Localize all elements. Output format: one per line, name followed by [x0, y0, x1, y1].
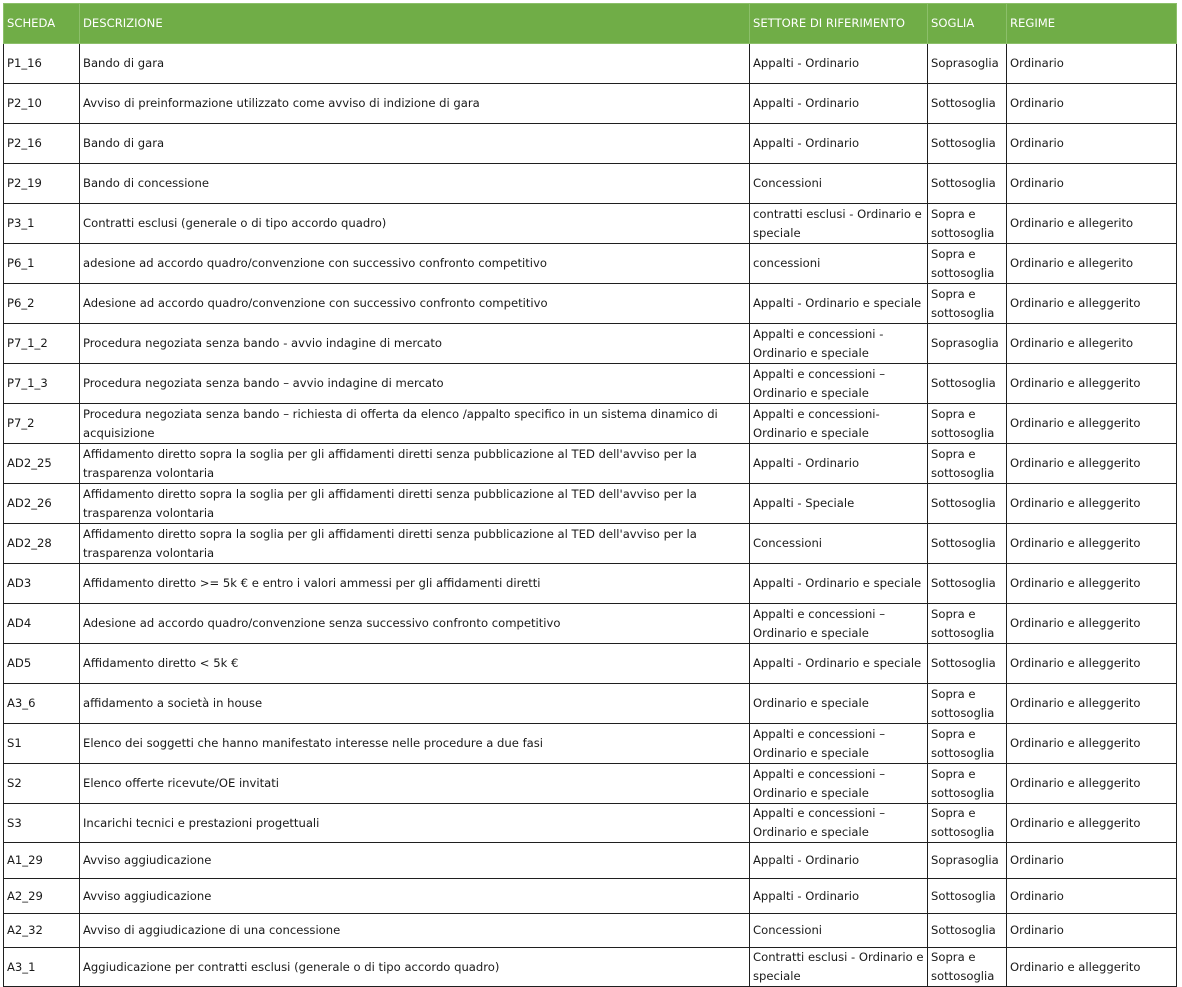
table-row	[4, 604, 1177, 644]
cell-regime: Ordinario e alleggerito	[1007, 484, 1177, 524]
header-descrizione: DESCRIZIONE	[80, 4, 750, 44]
cell-descrizione: Affidamento diretto sopra la soglia per gli affidamenti diretti senza pubblicazione al TED dell'avviso per la trasparenza volontaria	[80, 524, 750, 564]
cell-settore: Appalti e concessioni – Ordinario e speciale	[750, 724, 928, 764]
cell-scheda: AD2_26	[4, 484, 80, 524]
cell-settore: Contratti esclusi - Ordinario e speciale	[750, 948, 928, 987]
table-row	[4, 84, 1177, 124]
cell-regime: Ordinario	[1007, 44, 1177, 84]
cell-soglia: Sopra e sottosoglia	[928, 764, 1007, 804]
cell-descrizione: Elenco dei soggetti che hanno manifestato interesse nelle procedure a due fasi	[80, 724, 750, 764]
cell-descrizione: Avviso aggiudicazione	[80, 879, 750, 914]
cell-soglia: Soprasoglia	[928, 44, 1007, 84]
cell-settore: Appalti - Ordinario	[750, 843, 928, 879]
table-row	[4, 244, 1177, 284]
cell-regime: Ordinario e alleggerito	[1007, 684, 1177, 724]
cell-descrizione: Bando di concessione	[80, 164, 750, 204]
table-row	[4, 644, 1177, 684]
cell-scheda: P2_16	[4, 124, 80, 164]
schede-table	[3, 3, 1177, 987]
cell-regime: Ordinario	[1007, 124, 1177, 164]
cell-soglia: Sopra e sottosoglia	[928, 724, 1007, 764]
cell-settore: Appalti e concessioni- Ordinario e speciale	[750, 404, 928, 444]
cell-regime: Ordinario e alleggerito	[1007, 804, 1177, 843]
cell-scheda: S1	[4, 724, 80, 764]
cell-descrizione: Avviso di aggiudicazione di una concessione	[80, 914, 750, 948]
table-row	[4, 914, 1177, 948]
cell-descrizione: Incarichi tecnici e prestazioni progettuali	[80, 804, 750, 843]
cell-scheda: AD3	[4, 564, 80, 604]
cell-descrizione: Procedura negoziata senza bando – avvio indagine di mercato	[80, 364, 750, 404]
cell-soglia: Sottosoglia	[928, 524, 1007, 564]
cell-descrizione: Contratti esclusi (generale o di tipo accordo quadro)	[80, 204, 750, 244]
table-row	[4, 948, 1177, 987]
cell-soglia: Sottosoglia	[928, 914, 1007, 948]
cell-soglia: Sottosoglia	[928, 164, 1007, 204]
table-row	[4, 324, 1177, 364]
cell-regime: Ordinario	[1007, 84, 1177, 124]
table-row	[4, 284, 1177, 324]
cell-settore: Appalti e concessioni – Ordinario e speciale	[750, 804, 928, 843]
cell-scheda: S3	[4, 804, 80, 843]
table-row	[4, 164, 1177, 204]
table-row	[4, 843, 1177, 879]
cell-scheda: AD4	[4, 604, 80, 644]
cell-scheda: A1_29	[4, 843, 80, 879]
table-body	[4, 44, 1177, 987]
table-row	[4, 44, 1177, 84]
cell-regime: Ordinario e allegerito	[1007, 204, 1177, 244]
cell-descrizione: Elenco offerte ricevute/OE invitati	[80, 764, 750, 804]
cell-settore: Concessioni	[750, 914, 928, 948]
cell-descrizione: Avviso di preinformazione utilizzato come avviso di indizione di gara	[80, 84, 750, 124]
cell-soglia: Sopra e sottosoglia	[928, 948, 1007, 987]
cell-scheda: S2	[4, 764, 80, 804]
cell-regime: Ordinario e alleggerito	[1007, 444, 1177, 484]
table-row	[4, 764, 1177, 804]
header-soglia: SOGLIA	[928, 4, 1007, 44]
cell-descrizione: Aggiudicazione per contratti esclusi (generale o di tipo accordo quadro)	[80, 948, 750, 987]
cell-soglia: Sopra e sottosoglia	[928, 444, 1007, 484]
cell-descrizione: Bando di gara	[80, 44, 750, 84]
cell-soglia: Soprasoglia	[928, 843, 1007, 879]
cell-soglia: Soprasoglia	[928, 324, 1007, 364]
cell-scheda: P6_1	[4, 244, 80, 284]
table-row	[4, 724, 1177, 764]
cell-scheda: P3_1	[4, 204, 80, 244]
cell-descrizione: affidamento a società in house	[80, 684, 750, 724]
table-row	[4, 404, 1177, 444]
cell-settore: Appalti - Ordinario e speciale	[750, 564, 928, 604]
cell-scheda: P1_16	[4, 44, 80, 84]
table-row	[4, 879, 1177, 914]
cell-scheda: A3_6	[4, 684, 80, 724]
cell-settore: concessioni	[750, 244, 928, 284]
cell-soglia: Sopra e sottosoglia	[928, 204, 1007, 244]
cell-descrizione: Bando di gara	[80, 124, 750, 164]
cell-settore: Appalti - Ordinario e speciale	[750, 284, 928, 324]
cell-settore: Appalti e concessioni – Ordinario e speciale	[750, 764, 928, 804]
cell-settore: Appalti - Speciale	[750, 484, 928, 524]
cell-descrizione: Adesione ad accordo quadro/convenzione con successivo confronto competitivo	[80, 284, 750, 324]
cell-descrizione: Procedura negoziata senza bando - avvio indagine di mercato	[80, 324, 750, 364]
cell-descrizione: Affidamento diretto < 5k €	[80, 644, 750, 684]
cell-soglia: Sottosoglia	[928, 364, 1007, 404]
cell-scheda: AD5	[4, 644, 80, 684]
cell-scheda: P7_1_3	[4, 364, 80, 404]
cell-regime: Ordinario	[1007, 843, 1177, 879]
table-row	[4, 364, 1177, 404]
table-row	[4, 204, 1177, 244]
cell-regime: Ordinario e alleggerito	[1007, 404, 1177, 444]
cell-regime: Ordinario e alleggerito	[1007, 284, 1177, 324]
cell-regime: Ordinario e allegerito	[1007, 244, 1177, 284]
header-regime: REGIME	[1007, 4, 1177, 44]
cell-soglia: Sopra e sottosoglia	[928, 604, 1007, 644]
table-row	[4, 564, 1177, 604]
cell-soglia: Sopra e sottosoglia	[928, 404, 1007, 444]
cell-soglia: Sottosoglia	[928, 644, 1007, 684]
header-row	[4, 4, 1177, 44]
cell-descrizione: Procedura negoziata senza bando – richiesta di offerta da elenco /appalto specifico in un sistema dinamico di acquisizione	[80, 404, 750, 444]
cell-settore: Appalti - Ordinario	[750, 444, 928, 484]
cell-settore: Appalti e concessioni - Ordinario e speciale	[750, 324, 928, 364]
cell-settore: Appalti e concessioni – Ordinario e speciale	[750, 364, 928, 404]
cell-soglia: Sottosoglia	[928, 564, 1007, 604]
cell-soglia: Sopra e sottosoglia	[928, 804, 1007, 843]
cell-settore: Concessioni	[750, 164, 928, 204]
table-row	[4, 804, 1177, 843]
cell-settore: Appalti - Ordinario	[750, 124, 928, 164]
cell-regime: Ordinario e alleggerito	[1007, 764, 1177, 804]
cell-scheda: P7_2	[4, 404, 80, 444]
cell-soglia: Sopra e sottosoglia	[928, 244, 1007, 284]
cell-regime: Ordinario e alleggerito	[1007, 948, 1177, 987]
cell-scheda: AD2_28	[4, 524, 80, 564]
header-settore: SETTORE DI RIFERIMENTO	[750, 4, 928, 44]
cell-soglia: Sopra e sottosoglia	[928, 684, 1007, 724]
cell-regime: Ordinario e alleggerito	[1007, 604, 1177, 644]
cell-settore: Ordinario e speciale	[750, 684, 928, 724]
cell-regime: Ordinario	[1007, 164, 1177, 204]
cell-soglia: Sottosoglia	[928, 84, 1007, 124]
header-scheda: SCHEDA	[4, 4, 80, 44]
cell-regime: Ordinario	[1007, 914, 1177, 948]
cell-settore: Appalti - Ordinario	[750, 44, 928, 84]
table-row	[4, 484, 1177, 524]
cell-descrizione: Affidamento diretto sopra la soglia per gli affidamenti diretti senza pubblicazione al TED dell'avviso per la trasparenza volontaria	[80, 444, 750, 484]
cell-regime: Ordinario e alleggerito	[1007, 364, 1177, 404]
cell-scheda: A2_29	[4, 879, 80, 914]
cell-regime: Ordinario e alleggerito	[1007, 524, 1177, 564]
cell-regime: Ordinario e alleggerito	[1007, 564, 1177, 604]
cell-regime: Ordinario e alleggerito	[1007, 644, 1177, 684]
cell-settore: Appalti e concessioni – Ordinario e speciale	[750, 604, 928, 644]
cell-descrizione: Adesione ad accordo quadro/convenzione senza successivo confronto competitivo	[80, 604, 750, 644]
cell-descrizione: adesione ad accordo quadro/convenzione con successivo confronto competitivo	[80, 244, 750, 284]
cell-soglia: Sottosoglia	[928, 879, 1007, 914]
table-row	[4, 684, 1177, 724]
cell-scheda: A3_1	[4, 948, 80, 987]
cell-descrizione: Affidamento diretto >= 5k € e entro i valori ammessi per gli affidamenti diretti	[80, 564, 750, 604]
table-row	[4, 444, 1177, 484]
cell-settore: contratti esclusi - Ordinario e speciale	[750, 204, 928, 244]
table-row	[4, 524, 1177, 564]
cell-descrizione: Avviso aggiudicazione	[80, 843, 750, 879]
cell-settore: Appalti - Ordinario e speciale	[750, 644, 928, 684]
cell-soglia: Sottosoglia	[928, 484, 1007, 524]
cell-regime: Ordinario	[1007, 879, 1177, 914]
cell-scheda: P7_1_2	[4, 324, 80, 364]
cell-soglia: Sottosoglia	[928, 124, 1007, 164]
cell-regime: Ordinario e alleggerito	[1007, 724, 1177, 764]
cell-scheda: P2_19	[4, 164, 80, 204]
cell-settore: Appalti - Ordinario	[750, 879, 928, 914]
cell-settore: Concessioni	[750, 524, 928, 564]
cell-scheda: P6_2	[4, 284, 80, 324]
table-row	[4, 124, 1177, 164]
cell-scheda: P2_10	[4, 84, 80, 124]
cell-descrizione: Affidamento diretto sopra la soglia per gli affidamenti diretti senza pubblicazione al TED dell'avviso per la trasparenza volontaria	[80, 484, 750, 524]
cell-scheda: AD2_25	[4, 444, 80, 484]
cell-soglia: Sopra e sottosoglia	[928, 284, 1007, 324]
cell-regime: Ordinario e allegerito	[1007, 324, 1177, 364]
cell-scheda: A2_32	[4, 914, 80, 948]
cell-settore: Appalti - Ordinario	[750, 84, 928, 124]
